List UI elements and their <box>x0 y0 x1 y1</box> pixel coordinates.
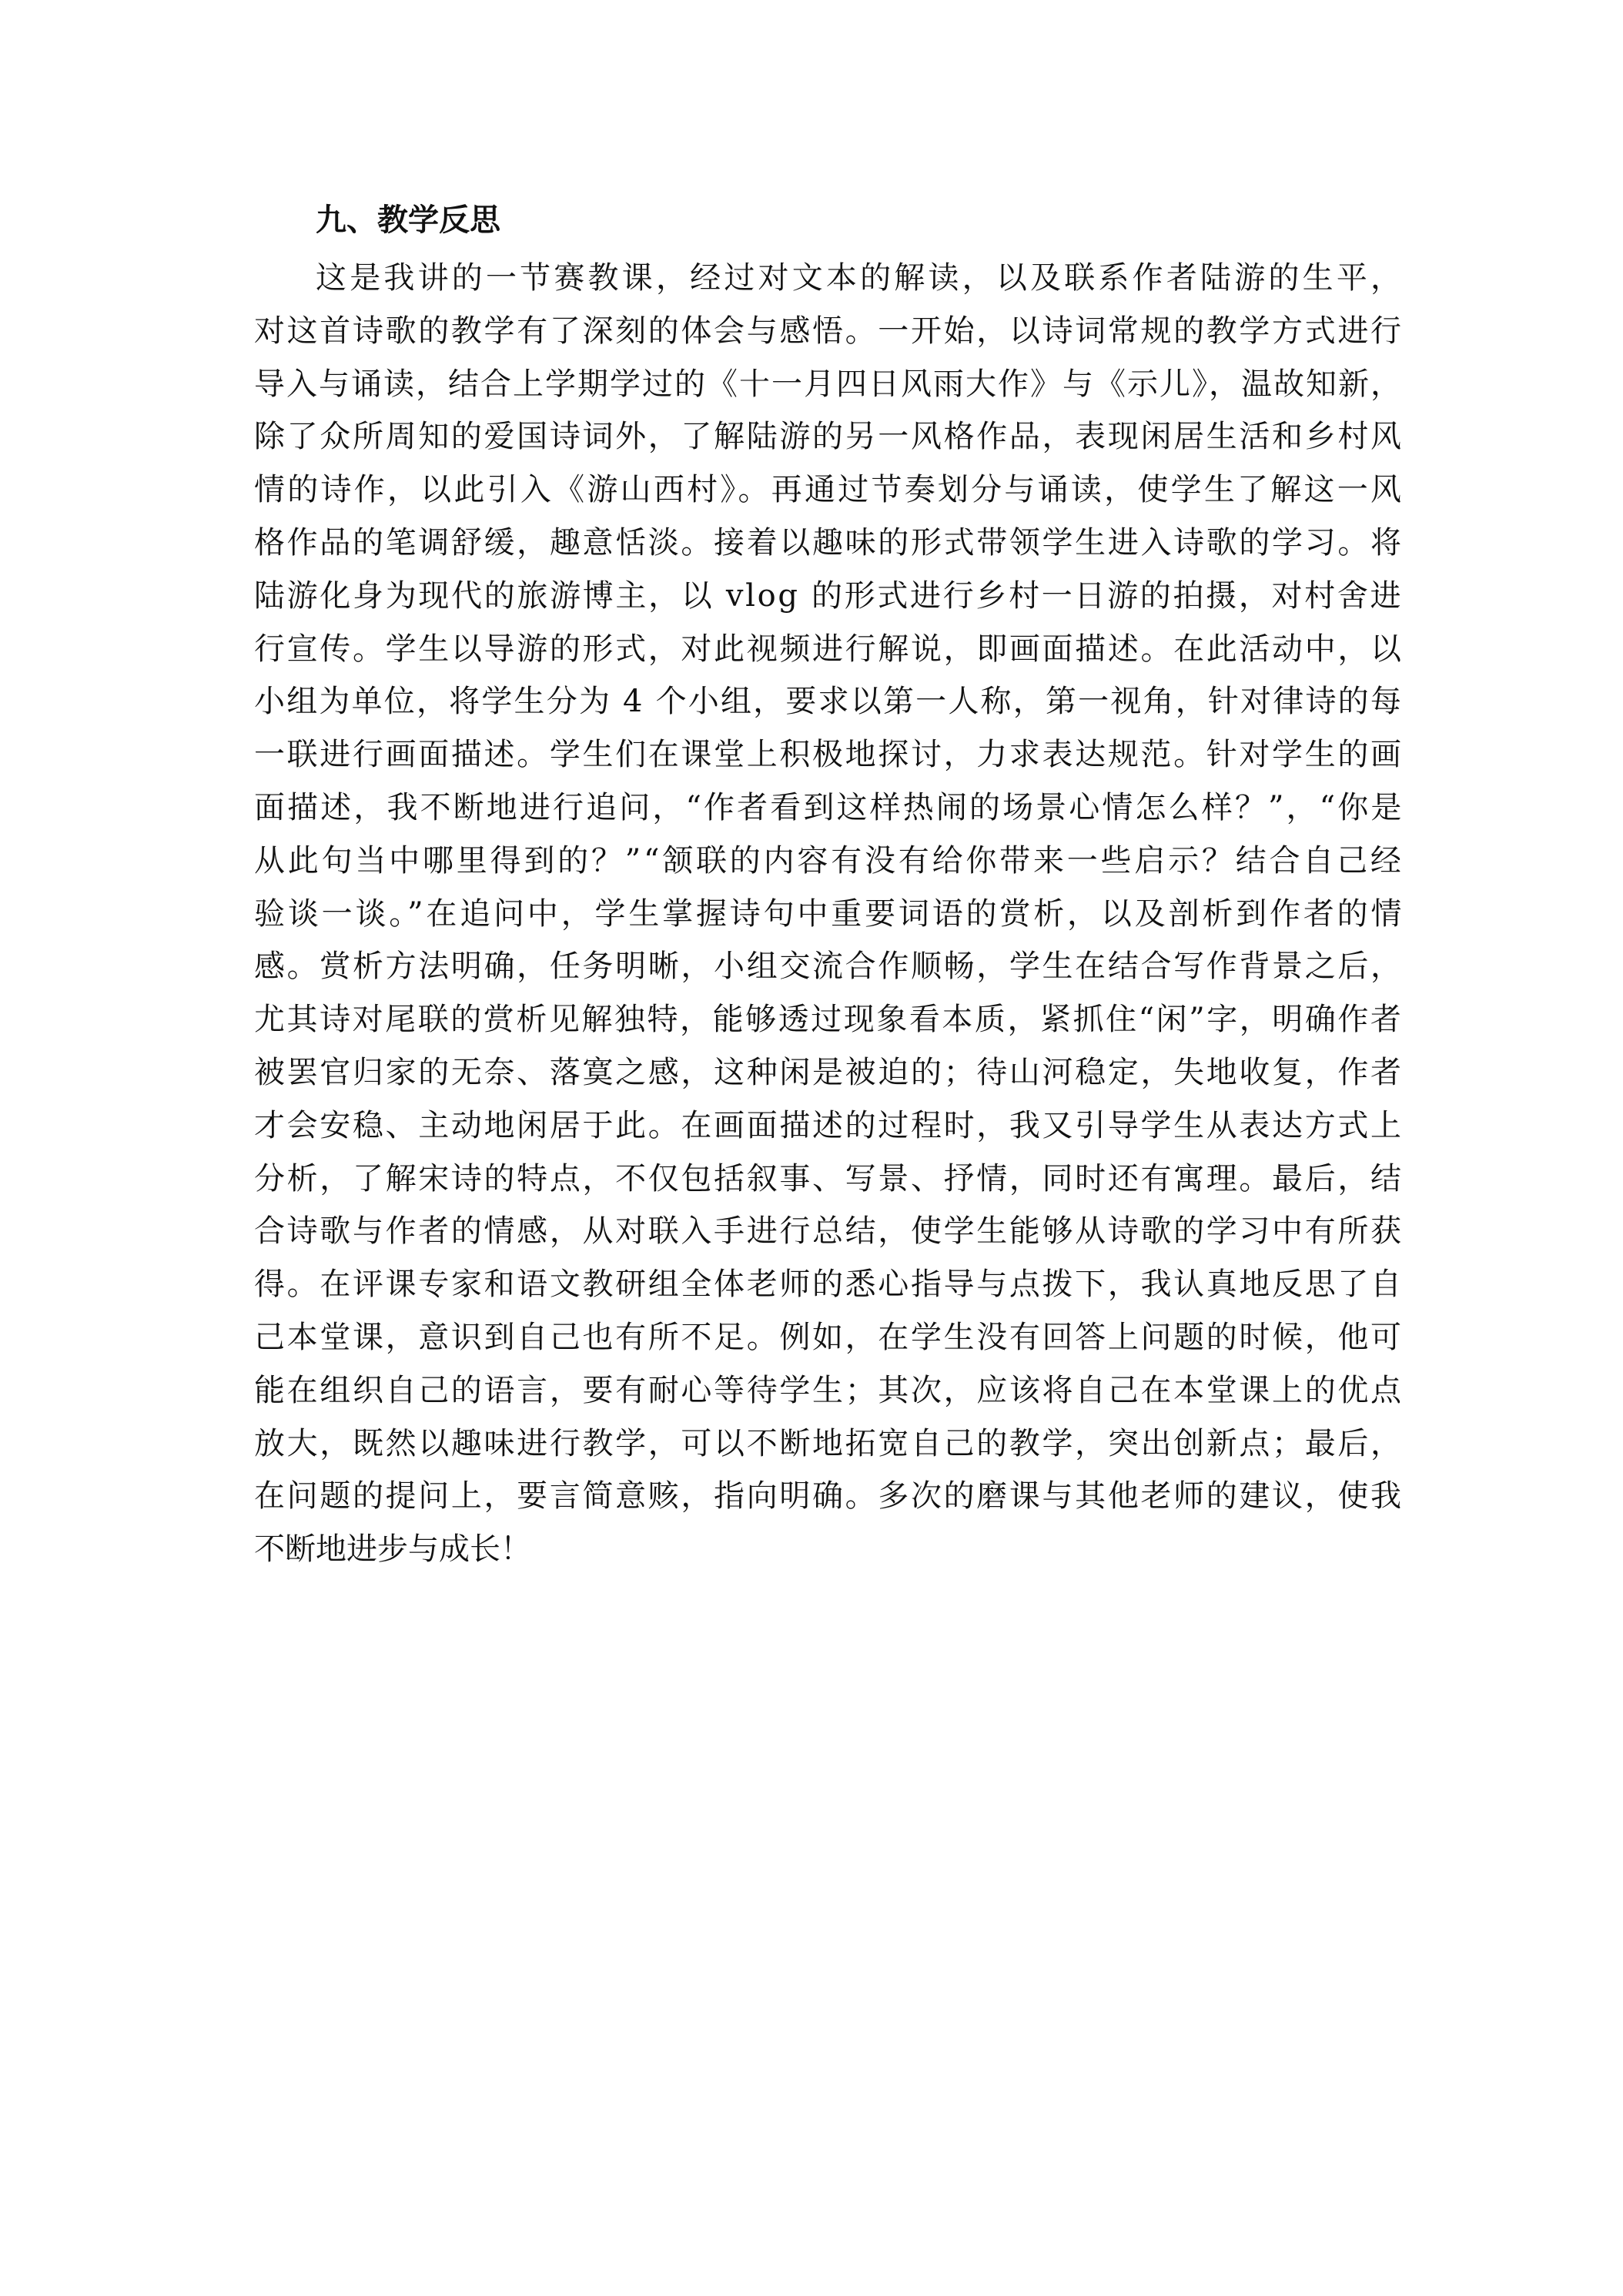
paragraph-line: 从此句当中哪里得到的？”“颔联的内容有没有给你带来一些启示？结合自己经 <box>254 842 1404 879</box>
section-heading: 九、教学反思 <box>316 202 500 238</box>
paragraph-line: 格作品的笔调舒缓，趣意恬淡。接着以趣味的形式带领学生进入诗歌的学习。将 <box>254 524 1404 561</box>
paragraph-line: 得。在评课专家和语文教研组全体老师的悉心指导与点拨下，我认真地反思了自 <box>254 1267 1404 1303</box>
paragraph-line: 一联进行画面描述。学生们在课堂上积极地探讨，力求表达规范。针对学生的画 <box>254 737 1404 773</box>
paragraph-line: 行宣传。学生以导游的形式，对此视频进行解说，即画面描述。在此活动中，以 <box>254 631 1404 667</box>
paragraph-line: 除了众所周知的爱国诗词外，了解陆游的另一风格作品，表现闲居生活和乡村风 <box>254 419 1404 455</box>
paragraph-line: 放大，既然以趣味进行教学，可以不断地拓宽自己的教学，突出创新点；最后， <box>254 1425 1404 1461</box>
paragraph-line: 对这首诗歌的教学有了深刻的体会与感悟。一开始，以诗词常规的教学方式进行 <box>254 313 1404 349</box>
paragraph-line: 导入与诵读，结合上学期学过的《十一月四日风雨大作》与《示儿》，温故知新， <box>254 366 1403 402</box>
paragraph-line: 己本堂课，意识到自己也有所不足。例如，在学生没有回答上问题的时候，他可 <box>254 1319 1404 1355</box>
paragraph-line: 能在组织自己的语言，要有耐心等待学生；其次，应该将自己在本堂课上的优点 <box>254 1372 1404 1408</box>
paragraph-line: 被罢官归家的无奈、落寞之感，这种闲是被迫的；待山河稳定，失地收复，作者 <box>254 1054 1404 1090</box>
paragraph-line: 合诗歌与作者的情感，从对联入手进行总结，使学生能够从诗歌的学习中有所获 <box>254 1213 1404 1250</box>
paragraph-line: 这是我讲的一节赛教课，经过对文本的解读，以及联系作者陆游的生平， <box>316 260 1405 296</box>
paragraph-line: 面描述，我不断地进行追问，“作者看到这样热闹的场景心情怎么样？”，“你是 <box>254 789 1404 825</box>
reflection-paragraph <box>254 252 1405 1576</box>
paragraph-line: 小组为单位，将学生分为 4 个小组，要求以第一人称，第一视角，针对律诗的每 <box>254 684 1404 720</box>
paragraph-line: 分析，了解宋诗的特点，不仅包括叙事、写景、抒情，同时还有寓理。最后，结 <box>254 1160 1404 1197</box>
paragraph-line: 感。赏析方法明确，任务明晰，小组交流合作顺畅，学生在结合写作背景之后， <box>254 949 1404 985</box>
paragraph-line: 验谈一谈。”在追问中，学生掌握诗句中重要词语的赏析，以及剖析到作者的情 <box>254 895 1405 932</box>
paragraph-line: 在问题的提问上，要言简意赅，指向明确。多次的磨课与其他老师的建议，使我 <box>254 1478 1404 1514</box>
paragraph-line: 尤其诗对尾联的赏析见解独特，能够透过现象看本质，紧抓住“闲”字，明确作者 <box>254 1002 1404 1038</box>
paragraph-line: 情的诗作，以此引入《游山西村》。再通过节奏划分与诵读，使学生了解这一风 <box>254 472 1404 508</box>
paragraph-line: 不断地进步与成长！ <box>254 1531 531 1568</box>
paragraph-line: 陆游化身为现代的旅游博主，以 vlog 的形式进行乡村一日游的拍摄，对村舍进 <box>254 577 1404 614</box>
paragraph-line: 才会安稳、主动地闲居于此。在画面描述的过程时，我又引导学生从表达方式上 <box>254 1107 1404 1143</box>
